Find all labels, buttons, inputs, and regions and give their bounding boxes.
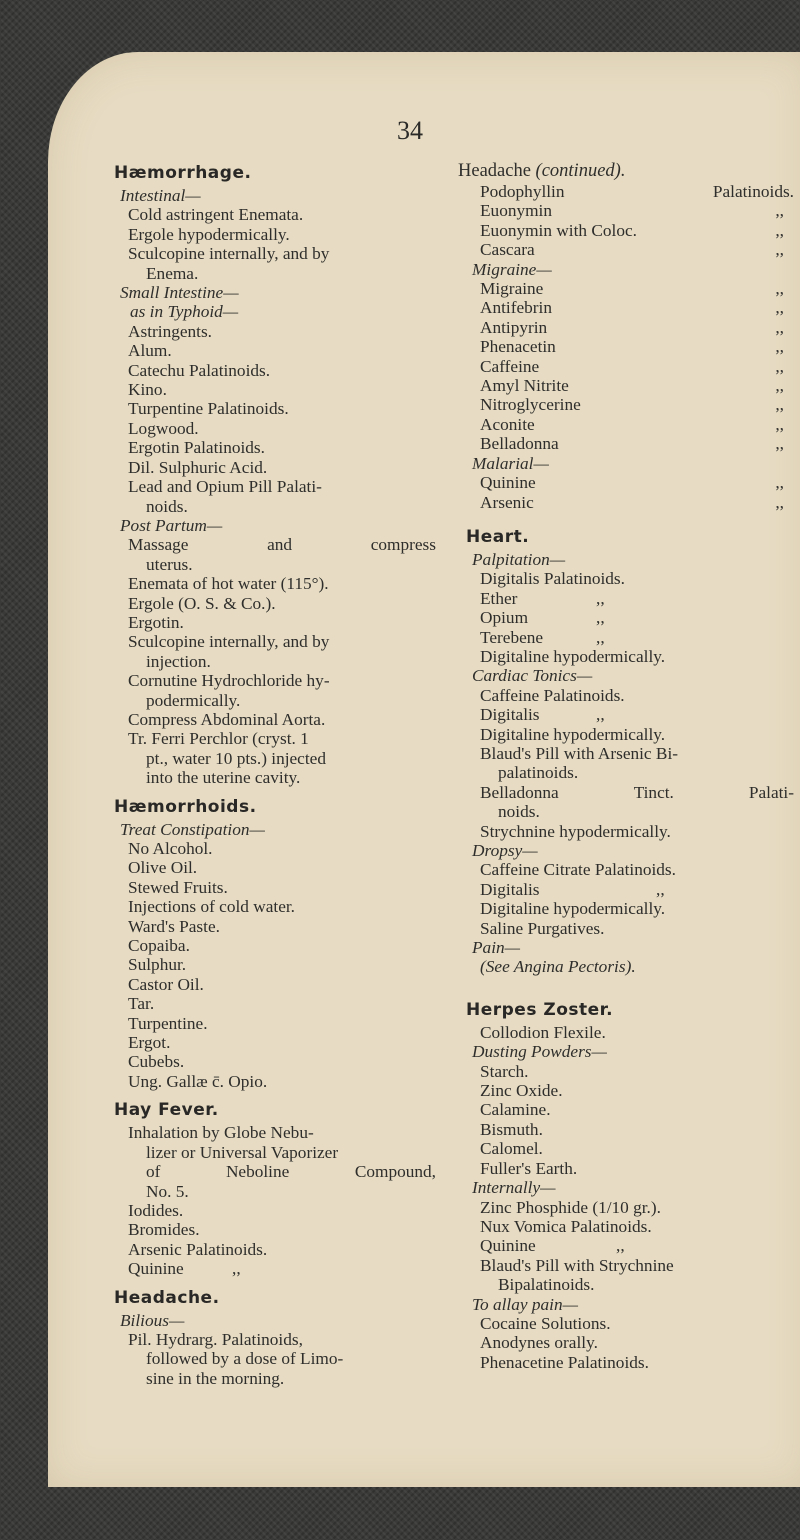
list-item: Ergotin Palatinoids.	[128, 438, 265, 458]
list-item: Caffeine Palatinoids.	[480, 685, 625, 705]
list-item: Sulphur.	[128, 955, 187, 975]
heading-heart: Heart.	[466, 526, 530, 547]
subheading-typhoid: as in Typhoid—	[130, 302, 239, 322]
subheading-migraine: Migraine—	[472, 259, 552, 279]
list-item: No Alcohol.	[128, 839, 213, 858]
ditto-mark: ,,	[775, 356, 784, 376]
list-item: Belladonna Tinct. Palati-	[480, 782, 794, 802]
list-item: Euonymin ,,	[466, 201, 796, 220]
list-item: Cornutine Hydrochloride hy-	[128, 671, 330, 691]
list-item: Tar.	[128, 994, 155, 1014]
ditto-mark: ,,	[775, 337, 784, 357]
ditto-mark: ,,	[775, 376, 784, 396]
list-item: Phenacetin ,,	[466, 337, 796, 356]
list-item: Enema.	[146, 263, 199, 283]
list-item: Digitaline hypodermically.	[480, 646, 666, 666]
ditto-mark: ,,	[775, 414, 784, 434]
list-item: Digitalis ,,	[480, 879, 665, 899]
list-item: Cold astringent Enemata.	[128, 205, 304, 225]
list-item: Dil. Sulphuric Acid.	[128, 457, 268, 477]
list-item: Kino.	[128, 380, 167, 400]
list-item: Ether ,,	[480, 588, 605, 608]
list-item: Olive Oil.	[128, 858, 198, 878]
list-item: Quinine ,,	[480, 1236, 625, 1256]
subheading-bilious: Bilious—	[120, 1310, 185, 1330]
ditto-mark: ,,	[775, 298, 784, 318]
list-item: Zinc Oxide.	[480, 1081, 563, 1101]
list-item: Cocaine Solutions.	[480, 1313, 611, 1333]
ditto-mark: ,,	[596, 627, 605, 647]
subheading-post-partum: Post Partum—	[120, 515, 223, 535]
list-item: Amyl Nitrite ,,	[466, 376, 796, 395]
list-item: Catechu Palatinoids.	[128, 360, 271, 380]
list-item: into the uterine cavity.	[146, 768, 301, 788]
list-item: Antipyrin ,,	[466, 318, 796, 337]
ditto-mark: ,,	[775, 201, 784, 221]
subheading-malarial: Malarial—	[472, 453, 549, 473]
list-item: noids.	[498, 802, 540, 822]
list-item: Nitroglycerine ,,	[466, 395, 796, 414]
list-item: Fuller's Earth.	[480, 1158, 578, 1178]
list-item: Castor Oil.	[128, 974, 204, 994]
list-item: lizer or Universal Vaporizer	[146, 1142, 339, 1162]
list-item: Turpentine.	[128, 1013, 208, 1033]
list-item: Ung. Gallæ c̄. Opio.	[128, 1071, 268, 1091]
list-item: Blaud's Pill with Arsenic Bi-	[480, 743, 679, 763]
right-column	[458, 160, 796, 1372]
list-item: Ward's Paste.	[128, 916, 220, 936]
ditto-mark: ,,	[775, 473, 784, 493]
list-item: Opium ,,	[480, 608, 605, 628]
list-item: Injections of cold water.	[128, 897, 295, 917]
list-item: Phenacetine Palatinoids.	[480, 1352, 649, 1372]
heading-haemorrhoids: Hæmorrhoids.	[114, 796, 257, 817]
ditto-mark: ,,	[775, 492, 784, 512]
list-item: Collodion Flexile.	[480, 1022, 606, 1042]
heading-headache: Headache.	[114, 1287, 220, 1308]
list-item: podermically.	[146, 690, 241, 710]
list-item: noids.	[146, 496, 188, 516]
list-item: pt., water 10 pts.) injected	[146, 748, 326, 768]
list-item: Saline Purgatives.	[480, 918, 605, 938]
list-item: Lead and Opium Pill Palati-	[128, 477, 322, 497]
list-item: Astringents.	[128, 321, 213, 341]
list-item: Nux Vomica Palatinoids.	[480, 1216, 652, 1236]
ditto-mark: ,,	[616, 1236, 625, 1256]
list-item: Caffeine Citrate Palatinoids.	[480, 860, 676, 880]
list-item: Podophyllin Palatinoids.	[480, 182, 794, 201]
ditto-mark: ,,	[775, 279, 784, 299]
list-item: Strychnine hypodermically.	[480, 821, 671, 841]
list-item: Caffeine ,,	[466, 357, 796, 376]
list-item: Cubebs.	[128, 1052, 185, 1072]
list-item: Arsenic Palatinoids.	[128, 1239, 268, 1259]
list-item: Sculcopine internally, and by	[128, 632, 330, 652]
subheading-intestinal: Intestinal—	[120, 186, 201, 205]
list-item: Aconite ,,	[466, 415, 796, 434]
list-item: Bipalatinoids.	[498, 1275, 595, 1295]
list-item: Terebene ,,	[480, 627, 605, 647]
list-item: Bismuth.	[480, 1119, 543, 1139]
subheading-treat-constipation: Treat Constipation—	[120, 819, 265, 839]
ditto-mark: ,,	[775, 395, 784, 415]
ditto-mark: ,,	[775, 434, 784, 454]
list-item: sine in the morning.	[146, 1368, 285, 1388]
list-item: Anodynes orally.	[480, 1333, 598, 1353]
subheading-dusting-powders: Dusting Powders—	[472, 1042, 607, 1062]
heading-herpes-zoster: Herpes Zoster.	[466, 999, 614, 1020]
list-item: followed by a dose of Limo-	[146, 1349, 344, 1369]
list-item: Digitalis ,,	[480, 705, 605, 725]
subheading-pain: Pain—	[472, 938, 521, 958]
list-item: Arsenic ,,	[466, 493, 796, 512]
cross-reference: (See Angina Pectoris).	[480, 957, 636, 977]
subheading-palpitation: Palpitation—	[472, 549, 566, 569]
list-item: Euonymin with Coloc. ,,	[466, 221, 796, 240]
list-item: Ergole hypodermically.	[128, 224, 290, 244]
ditto-mark: ,,	[775, 220, 784, 240]
list-item: No. 5.	[146, 1181, 189, 1201]
list-item: Ergot.	[128, 1033, 171, 1053]
list-item: Stewed Fruits.	[128, 877, 228, 897]
left-column	[114, 160, 438, 1388]
list-item: of Neboline Compound,	[146, 1162, 436, 1182]
list-item: Calamine.	[480, 1100, 551, 1120]
list-item: palatinoids.	[498, 763, 579, 783]
list-item: Turpentine Palatinoids.	[128, 399, 289, 419]
subheading-dropsy: Dropsy—	[472, 841, 538, 860]
list-item: uterus.	[146, 554, 193, 574]
list-item: Starch.	[480, 1061, 529, 1081]
subheading-to-allay-pain: To allay pain—	[472, 1294, 578, 1314]
list-item: Migraine ,,	[466, 279, 796, 298]
list-item: Alum.	[128, 341, 172, 361]
ditto-mark: ,,	[596, 588, 605, 608]
ditto-mark: ,,	[775, 317, 784, 337]
ditto-mark: ,,	[596, 608, 605, 628]
list-item: Belladonna ,,	[466, 434, 796, 453]
heading-headache-continued: Headache (continued).	[458, 161, 626, 181]
list-item: Tr. Ferri Perchlor (cryst. 1	[128, 729, 309, 749]
list-item: Logwood.	[128, 418, 199, 438]
list-item: Ergole (O. S. & Co.).	[128, 593, 276, 613]
ditto-mark: ,,	[596, 705, 605, 725]
list-item: Compress Abdominal Aorta.	[128, 709, 326, 729]
list-item: Digitaline hypodermically.	[480, 724, 666, 744]
list-item: Antifebrin ,,	[466, 298, 796, 317]
list-item: Sculcopine internally, and by	[128, 244, 330, 264]
subheading-small-intestine: Small Intestine—	[120, 283, 239, 303]
subheading-internally: Internally—	[472, 1178, 556, 1198]
list-item: Pil. Hydrarg. Palatinoids,	[128, 1329, 303, 1349]
list-item: Digitalis Palatinoids.	[480, 569, 625, 589]
list-item: Inhalation by Globe Nebu-	[128, 1123, 314, 1143]
list-item: Ergotin.	[128, 612, 184, 632]
ditto-mark: ,,	[232, 1259, 241, 1279]
heading-hay-fever: Hay Fever.	[114, 1100, 219, 1121]
list-item: Massage and compress	[128, 535, 436, 555]
list-item: Iodides.	[128, 1200, 184, 1220]
list-item: injection.	[146, 651, 211, 671]
list-item: Quinine ,,	[466, 473, 796, 492]
list-item: Bromides.	[128, 1220, 200, 1240]
page-number: 34	[397, 116, 423, 145]
list-item: Digitaline hypodermically.	[480, 899, 666, 919]
list-item: Enemata of hot water (115°).	[128, 574, 329, 594]
ditto-mark: ,,	[656, 879, 665, 899]
list-item: Cascara ,,	[466, 240, 796, 259]
subheading-cardiac-tonics: Cardiac Tonics—	[472, 666, 593, 686]
list-item: Zinc Phosphide (1/10 gr.).	[480, 1197, 661, 1217]
heading-haemorrhage: Hæmorrhage.	[114, 163, 252, 183]
list-item: Calomel.	[480, 1139, 543, 1159]
list-item: Blaud's Pill with Strychnine	[480, 1255, 674, 1275]
ditto-mark: ,,	[775, 240, 784, 260]
list-item: Copaiba.	[128, 936, 190, 956]
list-item: Quinine ,,	[128, 1259, 241, 1279]
